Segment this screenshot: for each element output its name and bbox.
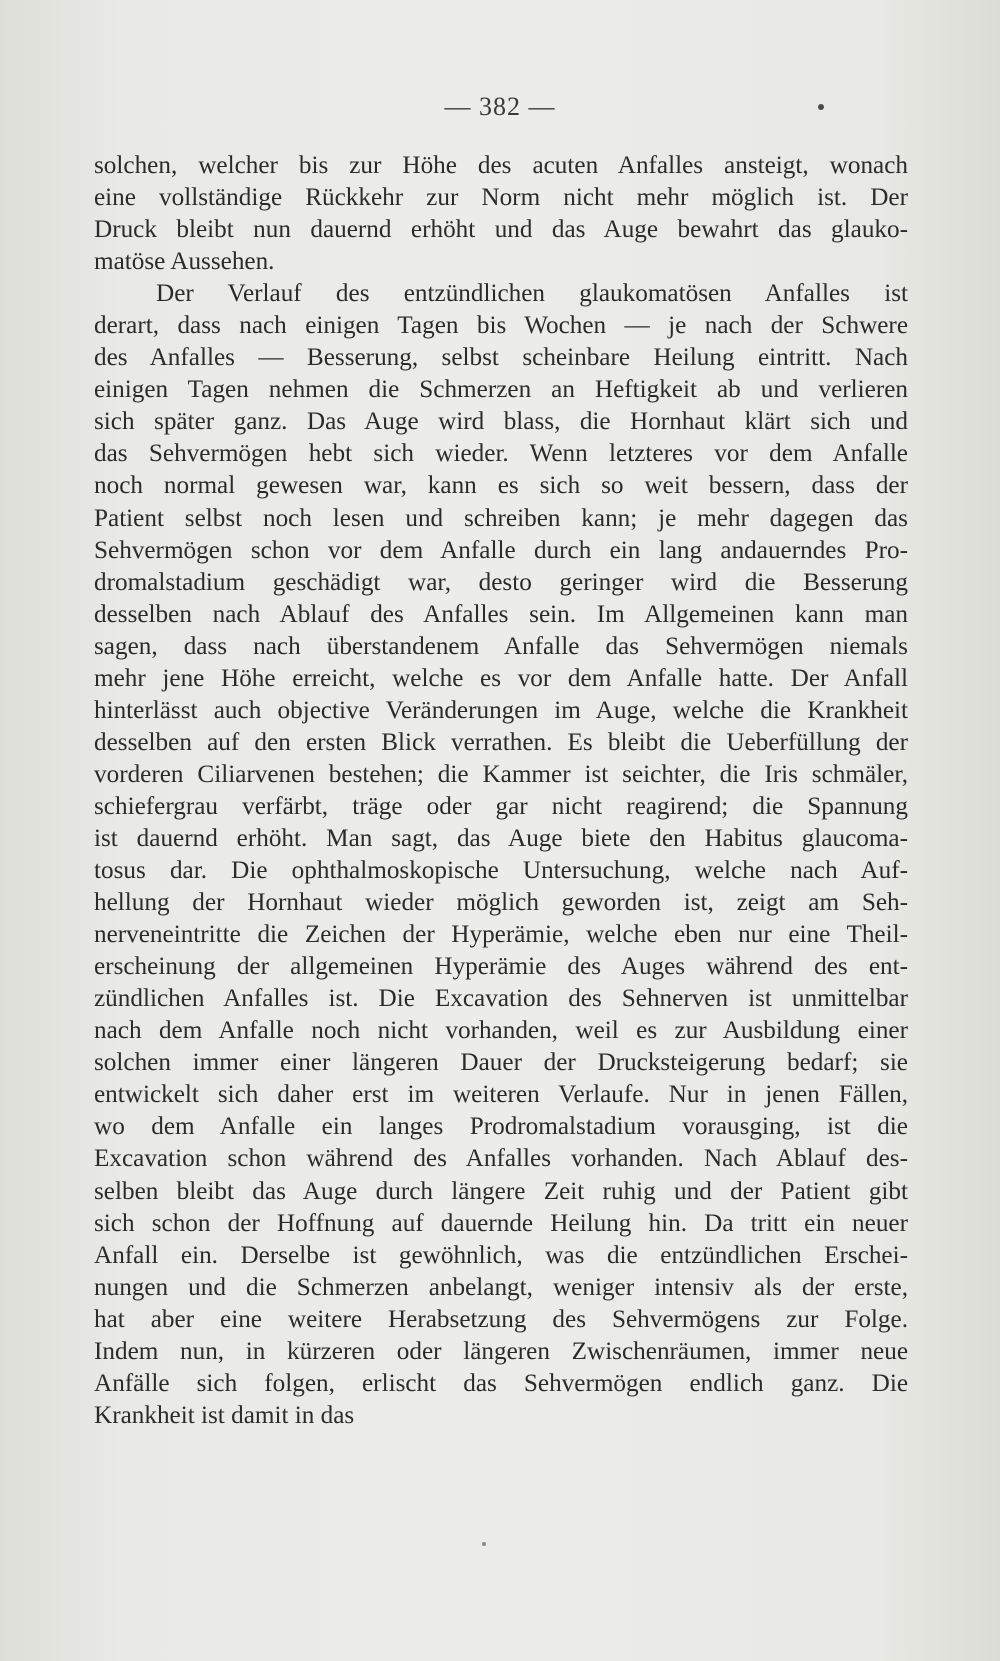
text-line: des Anfalles — Besserung, selbst scheinbare Heilung eintritt. Nach xyxy=(94,344,908,372)
text-line: tosus dar. Die ophthalmoskopische Untersuchung, welche nach Auf- xyxy=(94,857,908,885)
text-line: Krankheit ist damit in das xyxy=(94,1401,355,1429)
text-line: Anfall ein. Derselbe ist gewöhnlich, was die entzündlichen Erschei- xyxy=(94,1241,908,1269)
text-line: Anfälle sich folgen, erlischt das Sehvermögen endlich ganz. Die xyxy=(94,1369,908,1397)
text-line: das Sehvermögen hebt sich wieder. Wenn letzteres vor dem Anfalle xyxy=(94,440,908,468)
text-line: hinterlässt auch objective Veränderungen im Auge, welche die Krankheit xyxy=(94,696,908,724)
text-line: derart, dass nach einigen Tagen bis Wochen — je nach der Schwere xyxy=(94,312,908,340)
text-line: sagen, dass nach überstandenem Anfalle das Sehvermögen niemals xyxy=(94,632,908,660)
text-line: solchen, welcher bis zur Höhe des acuten Anfalles ansteigt, wonach xyxy=(94,152,908,179)
text-line: schiefergrau verfärbt, träge oder gar nicht reagirend; die Spannung xyxy=(94,792,908,820)
text-line: Sehvermögen schon vor dem Anfalle durch ein lang andauerndes Pro- xyxy=(94,536,908,564)
text-line: erscheinung der allgemeinen Hyperämie des Auges während des ent- xyxy=(94,953,908,981)
text-line: dromalstadium geschädigt war, desto geringer wird die Besserung xyxy=(94,568,908,596)
text-line: nerveneintritte die Zeichen der Hyperämie, welche eben nur eine Theil- xyxy=(94,921,908,949)
text-line: matöse Aussehen. xyxy=(94,248,275,276)
text-line: Der Verlauf des entzündlichen glaukomatösen Anfalles ist xyxy=(156,280,908,308)
text-line: Druck bleibt nun dauernd erhöht und das Auge bewahrt das glauko- xyxy=(94,216,908,244)
text-line: nach dem Anfalle noch nicht vorhanden, weil es zur Ausbildung einer xyxy=(94,1017,908,1045)
text-line: hat aber eine weitere Herabsetzung des Sehvermögens zur Folge. xyxy=(94,1305,908,1333)
body-text xyxy=(94,150,908,1432)
text-line: nungen und die Schmerzen anbelangt, weniger intensiv als der erste, xyxy=(94,1273,908,1301)
text-line: solchen immer einer längeren Dauer der Drucksteigerung bedarf; sie xyxy=(94,1049,908,1077)
text-line: eine vollständige Rückkehr zur Norm nicht mehr möglich ist. Der xyxy=(94,184,908,212)
text-line: einigen Tagen nehmen die Schmerzen an Heftigkeit ab und verlieren xyxy=(94,376,908,404)
text-line: desselben nach Ablauf des Anfalles sein. Im Allgemeinen kann man xyxy=(94,600,908,628)
text-line: desselben auf den ersten Blick verrathen. Es bleibt die Ueberfüllung der xyxy=(94,728,908,756)
ink-speck xyxy=(482,1542,486,1546)
text-line: wo dem Anfalle ein langes Prodromalstadium vorausging, ist die xyxy=(94,1113,908,1141)
text-line: selben bleibt das Auge durch längere Zeit ruhig und der Patient gibt xyxy=(94,1177,908,1205)
page-number: — 382 — xyxy=(444,92,556,121)
text-line: noch normal gewesen war, kann es sich so weit bessern, dass der xyxy=(94,472,908,500)
text-line: Indem nun, in kürzeren oder längeren Zwischenräumen, immer neue xyxy=(94,1337,908,1365)
text-line: sich später ganz. Das Auge wird blass, die Hornhaut klärt sich und xyxy=(94,408,908,436)
text-line: ist dauernd erhöht. Man sagt, das Auge biete den Habitus glaucoma- xyxy=(94,824,908,852)
text-line: vorderen Ciliarvenen bestehen; die Kammer ist seichter, die Iris schmäler, xyxy=(94,760,908,788)
text-line: hellung der Hornhaut wieder möglich geworden ist, zeigt am Seh- xyxy=(94,889,908,917)
text-line: Excavation schon während des Anfalles vorhanden. Nach Ablauf des- xyxy=(94,1145,908,1173)
text-line: sich schon der Hoffnung auf dauernde Heilung hin. Da tritt ein neuer xyxy=(94,1209,908,1237)
text-line: mehr jene Höhe erreicht, welche es vor dem Anfalle hatte. Der Anfall xyxy=(94,664,908,692)
text-line: zündlichen Anfalles ist. Die Excavation des Sehnerven ist unmittelbar xyxy=(94,985,908,1013)
ink-speck xyxy=(818,104,824,110)
text-line: Patient selbst noch lesen und schreiben kann; je mehr dagegen das xyxy=(94,504,908,532)
text-line: entwickelt sich daher erst im weiteren Verlaufe. Nur in jenen Fällen, xyxy=(94,1081,908,1109)
